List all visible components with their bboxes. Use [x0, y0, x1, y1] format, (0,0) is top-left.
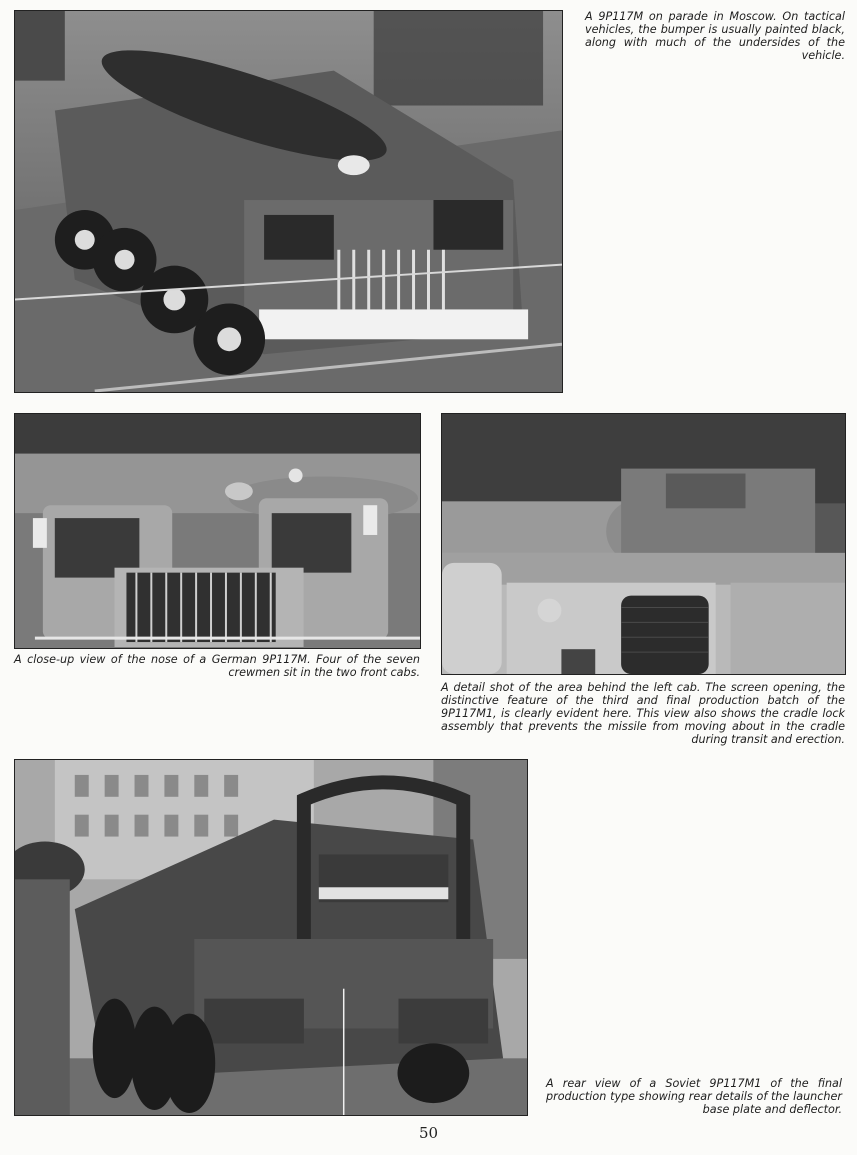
caption-rear-view: A rear view of a Soviet 9P117M1 of the final production type showing rear details of the launcher base plate and deflector.: [546, 1077, 842, 1116]
caption-parade-moscow: A 9P117M on parade in Moscow. On tactical vehicles, the bumper is usually painted black, along with much of the undersides of the vehicle.: [585, 10, 845, 62]
caption-left-cab-detail: A detail shot of the area behind the left cab. The screen opening, the distinctive feature of the third and final production batch of the 9P117M1, is clearly evident here. This view also shows the cradle lock assembly that prevents the missile from moving about in the cradle during transit and erection.: [441, 681, 845, 746]
page-number: 50: [418, 1124, 439, 1142]
photo-nose-closeup: [14, 413, 421, 649]
photo-rear-view: [14, 759, 528, 1116]
photo-parade-moscow: [14, 10, 563, 393]
caption-nose-closeup: A close-up view of the nose of a German 9P117M. Four of the seven crewmen sit in the two front cabs.: [14, 653, 420, 679]
photo-left-cab-detail: [441, 413, 846, 675]
